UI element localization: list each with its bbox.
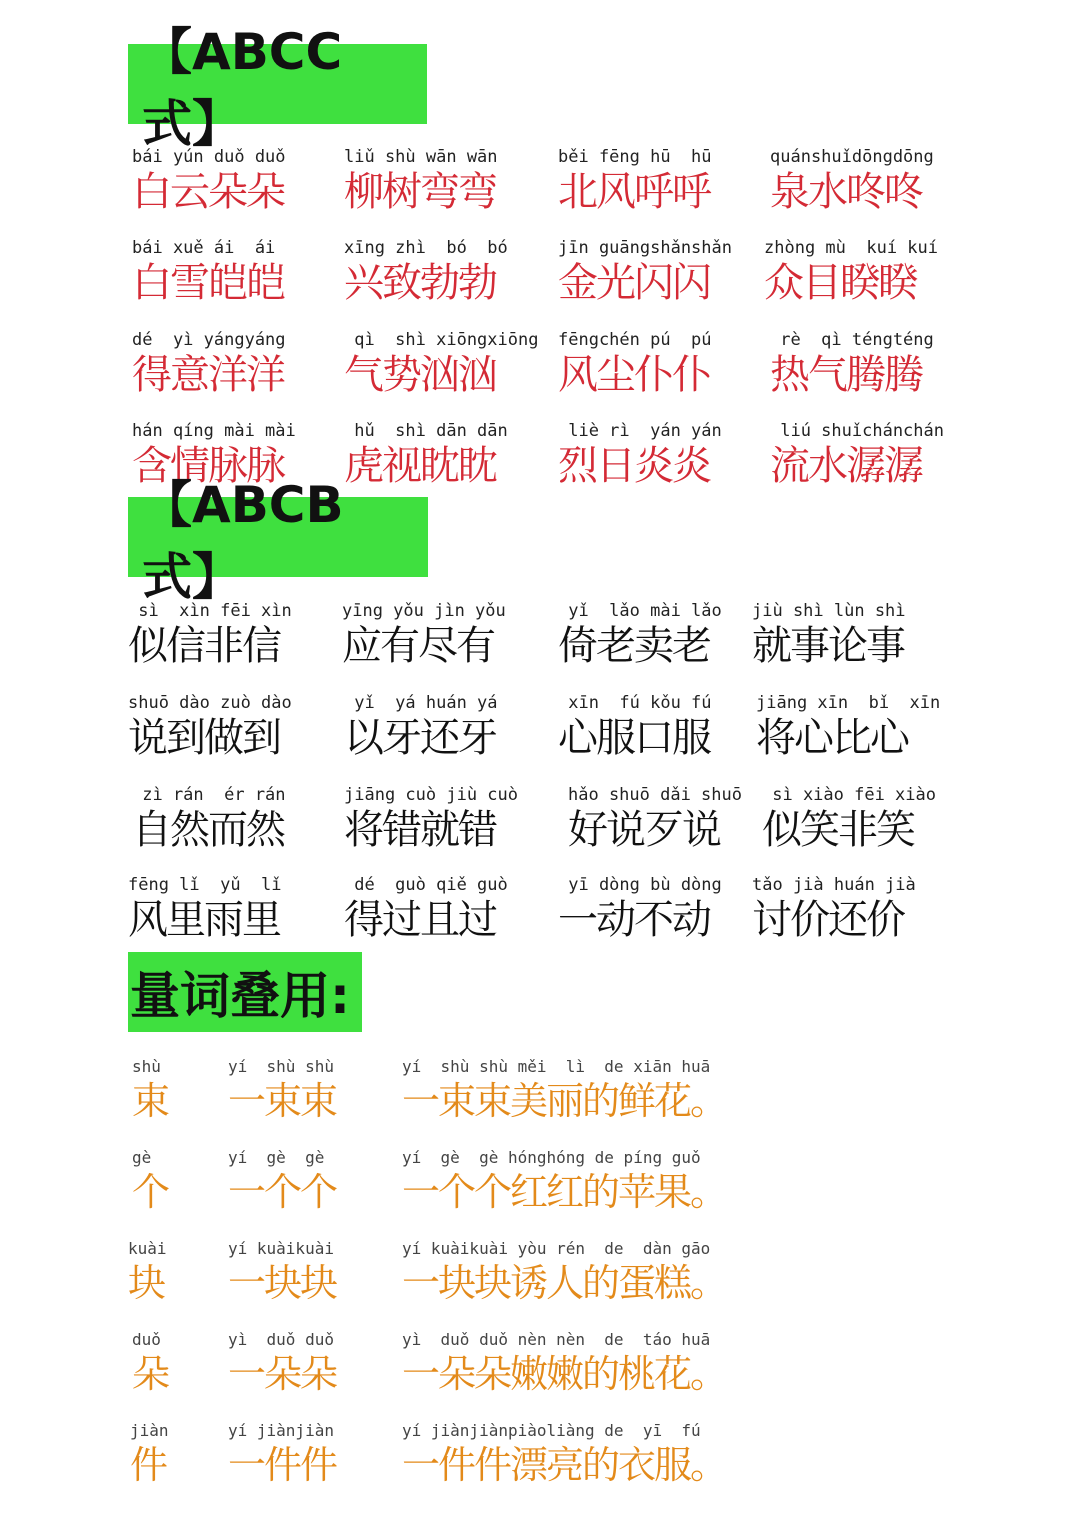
- word-card: [344, 874, 554, 944]
- word: 众目睽睽: [764, 260, 916, 306]
- pinyin: duǒ: [132, 1330, 161, 1349]
- pinyin: qì shì xiōngxiōng: [344, 330, 539, 350]
- word-card: [770, 420, 980, 490]
- pinyin: sì xiào fēi xiào: [762, 785, 936, 805]
- word: 流水潺潺: [770, 443, 922, 489]
- word: 件: [130, 1443, 167, 1487]
- word-card: [558, 692, 768, 762]
- example-sentence: [402, 1056, 726, 1124]
- word-card: [558, 600, 768, 670]
- abcc-section-title: 【ABCC 式】: [128, 44, 427, 124]
- word: 烈日炎炎: [558, 443, 710, 489]
- doubled-measure-word: [228, 1147, 336, 1215]
- word-card: [344, 329, 554, 399]
- word: 一朵朵: [228, 1352, 337, 1396]
- doubled-measure-word: [228, 1238, 336, 1306]
- pinyin: liè rì yán yán: [558, 421, 722, 441]
- pinyin: yì duǒ duǒ nèn nèn de táo huā: [402, 1330, 711, 1349]
- single-measure-word: [132, 1329, 168, 1397]
- example-sentence: [402, 1329, 726, 1397]
- word: 一动不动: [558, 897, 710, 943]
- pinyin: jīn guāngshǎnshǎn: [558, 238, 732, 258]
- sentence: 一朵朵嫩嫩的桃花。: [402, 1352, 727, 1396]
- pinyin: yí shù shù měi lì de xiān huā: [402, 1057, 711, 1076]
- word-card: [344, 237, 554, 307]
- pinyin: fēng lǐ yǔ lǐ: [128, 875, 282, 895]
- word: 热气腾腾: [770, 352, 922, 398]
- word-card: [756, 692, 966, 762]
- word: 说到做到: [128, 715, 280, 761]
- word-card: [128, 874, 338, 944]
- word: 一件件: [228, 1443, 337, 1487]
- measure-word-row: [128, 1147, 1028, 1237]
- word: 金光闪闪: [558, 260, 710, 306]
- pinyin: shuō dào zuò dào: [128, 693, 292, 713]
- word: 一束束: [228, 1079, 337, 1123]
- word: 北风呼呼: [558, 169, 710, 215]
- pinyin: sì xìn fēi xìn: [128, 601, 292, 621]
- example-sentence: [402, 1147, 726, 1215]
- abcb-section-title: 【ABCB 式】: [128, 497, 428, 577]
- word-card: [558, 874, 768, 944]
- word: 好说歹说: [568, 807, 720, 853]
- word-card: [344, 784, 554, 854]
- word-card: [132, 329, 342, 399]
- word-card: [770, 329, 980, 399]
- word: 得过且过: [344, 897, 496, 943]
- pinyin: tǎo jià huán jià: [752, 875, 916, 895]
- pinyin: jiāng xīn bǐ xīn: [756, 693, 941, 713]
- pinyin: liú shuǐchánchán: [770, 421, 944, 441]
- word: 柳树弯弯: [344, 169, 496, 215]
- pinyin: hǔ shì dān dān: [344, 421, 508, 441]
- word-card: [344, 146, 554, 216]
- sentence: 一束束美丽的鲜花。: [402, 1079, 727, 1123]
- word-card: [752, 874, 962, 944]
- word-card: [568, 784, 778, 854]
- single-measure-word: [130, 1420, 169, 1488]
- pinyin: bái xuě ái ái: [132, 238, 276, 258]
- word: 含情脉脉: [132, 443, 284, 489]
- word: 似信非信: [128, 623, 280, 669]
- word: 一块块: [228, 1261, 337, 1305]
- sentence: 一件件漂亮的衣服。: [402, 1443, 727, 1487]
- doubled-measure-word: [228, 1420, 336, 1488]
- pinyin: yí jiànjiàn: [228, 1421, 334, 1440]
- pinyin: shù: [132, 1057, 161, 1076]
- pinyin: rè qì téngténg: [770, 330, 934, 350]
- measure-word-row: [128, 1056, 1028, 1146]
- pinyin: jiāng cuò jiù cuò: [344, 785, 518, 805]
- word-card: [132, 784, 342, 854]
- pinyin: xīn fú kǒu fú: [558, 693, 712, 713]
- word-card: [770, 146, 980, 216]
- word: 风里雨里: [128, 897, 280, 943]
- sentence: 一个个红红的苹果。: [402, 1170, 727, 1214]
- word-card: [128, 692, 338, 762]
- single-measure-word: [132, 1056, 168, 1124]
- pinyin: bái yún duǒ duǒ: [132, 147, 286, 167]
- word-card: [132, 237, 342, 307]
- example-sentence: [402, 1420, 726, 1488]
- pinyin: yí shù shù: [228, 1057, 334, 1076]
- word-card: [558, 237, 768, 307]
- word-card: [558, 329, 768, 399]
- pinyin: yí kuàikuài yòu rén de dàn gāo: [402, 1239, 711, 1258]
- pinyin: kuài: [128, 1239, 167, 1258]
- word: 个: [132, 1170, 169, 1214]
- word: 就事论事: [752, 623, 904, 669]
- word-card: [558, 146, 768, 216]
- pinyin: dé guò qiě guò: [344, 875, 508, 895]
- pinyin: hǎo shuō dǎi shuō: [568, 785, 742, 805]
- pinyin: zhòng mù kuí kuí: [764, 238, 938, 258]
- word: 以牙还牙: [344, 715, 496, 761]
- pinyin: xīng zhì bó bó: [344, 238, 508, 258]
- word: 束: [132, 1079, 169, 1123]
- word: 应有尽有: [342, 623, 494, 669]
- pinyin: hán qíng mài mài: [132, 421, 296, 441]
- word-card: [344, 692, 554, 762]
- pinyin: gè: [132, 1148, 152, 1167]
- word: 泉水咚咚: [770, 169, 922, 215]
- measure-word-section-title: 量词叠用:: [128, 952, 362, 1032]
- sentence: 一块块诱人的蛋糕。: [402, 1261, 727, 1305]
- word-card: [128, 600, 338, 670]
- word: 白雪皑皑: [132, 260, 284, 306]
- word: 兴致勃勃: [344, 260, 496, 306]
- word: 虎视眈眈: [344, 443, 496, 489]
- word: 得意洋洋: [132, 352, 284, 398]
- pinyin: yí gè gè hónghóng de píng guǒ: [402, 1148, 701, 1167]
- word-card: [764, 237, 974, 307]
- word: 块: [128, 1261, 165, 1305]
- pinyin: yǐ lǎo mài lǎo: [558, 601, 722, 621]
- pinyin: fēngchén pú pú: [558, 330, 712, 350]
- measure-word-row: [128, 1238, 1028, 1328]
- pinyin: yí kuàikuài: [228, 1239, 334, 1258]
- word: 倚老卖老: [558, 623, 710, 669]
- pinyin: běi fēng hū hū: [558, 147, 712, 167]
- pinyin: yī dòng bù dòng: [558, 875, 722, 895]
- pinyin: yì duǒ duǒ: [228, 1330, 334, 1349]
- pinyin: dé yì yángyáng: [132, 330, 286, 350]
- word: 将心比心: [756, 715, 908, 761]
- word-card: [132, 146, 342, 216]
- word-card: [762, 784, 972, 854]
- word-card: [558, 420, 768, 490]
- word: 一个个: [228, 1170, 337, 1214]
- word: 白云朵朵: [132, 169, 284, 215]
- doubled-measure-word: [228, 1056, 336, 1124]
- example-sentence: [402, 1238, 726, 1306]
- word-card: [752, 600, 962, 670]
- pinyin: jiàn: [130, 1421, 169, 1440]
- measure-word-row: [128, 1420, 1028, 1510]
- pinyin: liǔ shù wān wān: [344, 147, 498, 167]
- measure-word-row: [128, 1329, 1028, 1419]
- word: 风尘仆仆: [558, 352, 710, 398]
- word: 自然而然: [132, 807, 284, 853]
- word: 似笑非笑: [762, 807, 914, 853]
- word: 朵: [132, 1352, 169, 1396]
- pinyin: yīng yǒu jìn yǒu: [342, 601, 506, 621]
- word-card: [342, 600, 552, 670]
- pinyin: yí gè gè: [228, 1148, 325, 1167]
- word: 讨价还价: [752, 897, 904, 943]
- word: 气势汹汹: [344, 352, 496, 398]
- word: 将错就错: [344, 807, 496, 853]
- word: 心服口服: [558, 715, 710, 761]
- single-measure-word: [132, 1147, 168, 1215]
- pinyin: jiù shì lùn shì: [752, 601, 906, 621]
- pinyin: yǐ yá huán yá: [344, 693, 498, 713]
- doubled-measure-word: [228, 1329, 336, 1397]
- pinyin: yí jiànjiànpiàoliàng de yī fú: [402, 1421, 701, 1440]
- pinyin: zì rán ér rán: [132, 785, 286, 805]
- single-measure-word: [128, 1238, 167, 1306]
- pinyin: quánshuǐdōngdōng: [770, 147, 934, 167]
